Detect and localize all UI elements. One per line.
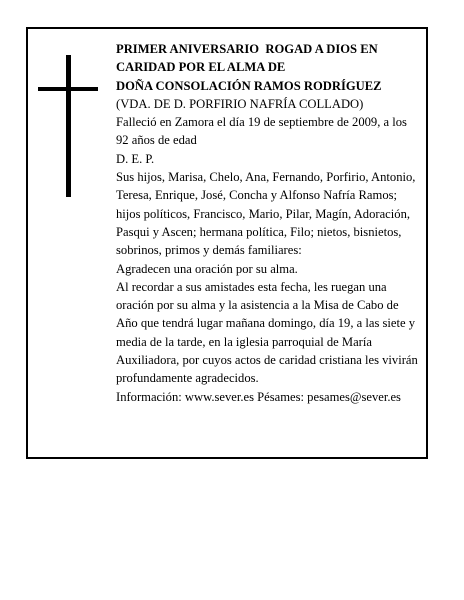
- notice-heading-line-1: PRIMER ANIVERSARIO ROGAD A DIOS EN: [116, 42, 378, 56]
- death-info: Falleció en Zamora el día 19 de septiembre de 2009, a los 92 años de edad: [116, 115, 407, 148]
- cross-horizontal-bar: [38, 87, 98, 91]
- family-list: Sus hijos, Marisa, Chelo, Ana, Fernando, Porfirio, Antonio, Teresa, Enrique, José, Concha y Alfonso Nafría Ramos; hijos políticos, Francisco, Mario, Pilar, Magín, Adoración, Pasqui y Ascen; hermana política, Filo; nietos, bisnietos, sobrinos, primos y demás familiares:: [116, 170, 416, 258]
- cross-icon: [38, 55, 98, 197]
- notice-heading-line-2: CARIDAD POR EL ALMA DE: [116, 60, 286, 75]
- deceased-name: DOÑA CONSOLACIÓN RAMOS RODRÍGUEZ: [116, 78, 382, 93]
- notice-text: [116, 40, 420, 406]
- cross-vertical-bar: [66, 55, 71, 197]
- widow-line: (VDA. DE D. PORFIRIO NAFRÍA COLLADO): [116, 96, 364, 111]
- obituary-notice: [26, 27, 428, 459]
- mass-info: Al recordar a sus amistades esta fecha, les ruegan una oración por su alma y la asistencia a la Misa de Cabo de Año que tendrá lugar mañana domingo, día 19, a las siete y media de la tarde, en la iglesia parroquial de María Auxiliadora, por cuyos actos de caridad cristiana les vivirán profundamente agradecidos.: [116, 279, 418, 386]
- dep-text: D. E. P.: [116, 151, 155, 166]
- contact-info: Información: www.sever.es Pésames: pesames@sever.es: [116, 389, 401, 404]
- thanks-text: Agradecen una oración por su alma.: [116, 261, 298, 276]
